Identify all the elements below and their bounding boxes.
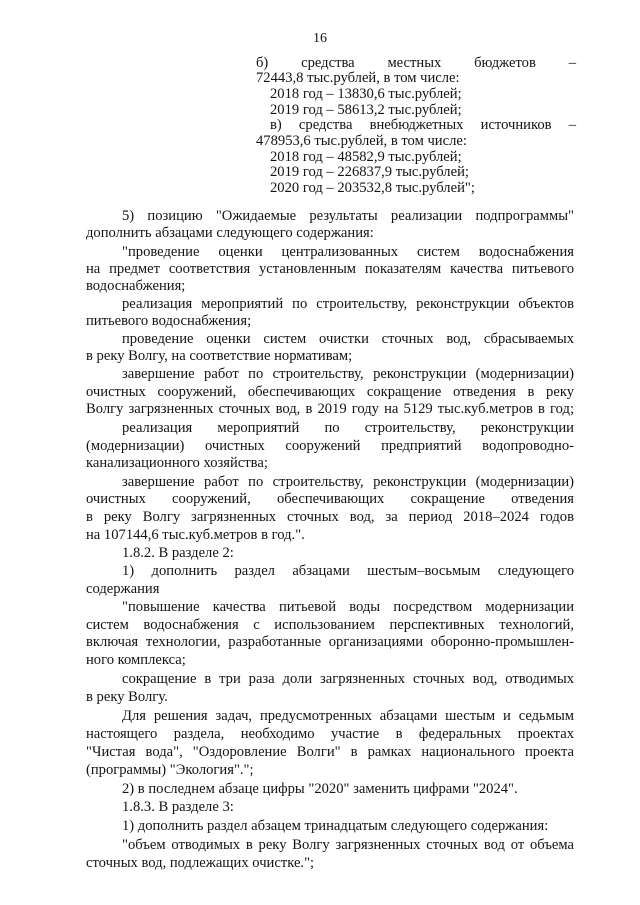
text-line: сокращение в три раза доли загрязненных сточных вод, отводимых [122, 671, 574, 687]
text-line: (модернизации) очистных сооружений предприятий водопроводно- [86, 438, 574, 454]
text-line: 1) дополнить раздел абзацем тринадцатым следующего содержания: [122, 818, 549, 834]
text-line: канализационного хозяйства; [86, 455, 268, 471]
text-line: реализация мероприятий по строительству, реконструкции [122, 420, 574, 436]
text-line: очистных сооружений, обеспечивающих сокращение отведения в реку [86, 384, 574, 400]
section-heading: 1.8.2. В разделе 2: [122, 545, 234, 561]
text-line: "проведение оценки централизованных систем водоснабжения [122, 244, 574, 260]
text-line: 5) позицию "Ожидаемые результаты реализации подпрограммы" [122, 208, 574, 224]
text-line: 2018 год – 48582,9 тыс.рублей; [270, 149, 462, 165]
text-line: систем водоснабжения с использованием перспективных технологий, [86, 617, 574, 633]
text-line: питьевого водоснабжения; [86, 313, 252, 329]
text-line: "повышение качества питьевой воды посредством модернизации [122, 599, 574, 615]
text-line: 2020 год – 203532,8 тыс.рублей"; [270, 180, 475, 196]
text-line: завершение работ по строительству, реконструкции (модернизации) [122, 366, 574, 382]
text-line: завершение работ по строительству, реконструкции (модернизации) [122, 474, 574, 490]
text-line: проведение оценки систем очистки сточных вод, сбрасываемых [122, 331, 574, 347]
text-line: настоящего раздела, необходимо участие в федеральных проектах [86, 726, 574, 742]
text-line: 2018 год – 13830,6 тыс.рублей; [270, 86, 462, 102]
text-line: в реку Волгу, на соответствие нормативам; [86, 348, 353, 364]
text-line: "Чистая вода", "Оздоровление Волги" в рамках национального проекта [86, 744, 574, 760]
text-line: дополнить абзацами следующего содержания: [86, 225, 374, 241]
text-line: Для решения задач, предусмотренных абзацами шестым и седьмым [122, 708, 574, 724]
text-line: 2) в последнем абзаце цифры "2020" заменить цифрами "2024". [122, 781, 518, 797]
text-line: сточных вод, подлежащих очистке."; [86, 855, 315, 871]
text-line: Волгу загрязненных сточных вод, в 2019 году на 5129 тыс.куб.метров в год; [86, 401, 574, 417]
text-line: (программы) "Экология"."; [86, 762, 254, 778]
text-line: на 107144,6 тыс.куб.метров в год.". [86, 527, 305, 543]
text-line: 72443,8 тыс.рублей, в том числе: [256, 70, 460, 86]
text-line: в реку Волгу. [86, 689, 168, 705]
text-line: б) средства местных бюджетов – [256, 55, 576, 71]
text-line: 478953,6 тыс.рублей, в том числе: [256, 133, 467, 149]
text-line: очистных сооружений, обеспечивающих сокращение отведения [86, 491, 574, 507]
text-line: в реку Волгу загрязненных сточных вод, за период 2018–2024 годов [86, 509, 574, 525]
text-line: на предмет соответствия установленным показателям качества питьевого [86, 261, 574, 277]
text-line: "объем отводимых в реку Волгу загрязненных сточных вод от объема [122, 837, 574, 853]
text-line: в) средства внебюджетных источников – [270, 117, 576, 133]
text-line: 2019 год – 58613,2 тыс.рублей; [270, 102, 462, 118]
text-line: ного комплекса; [86, 652, 186, 668]
text-line: реализация мероприятий по строительству, реконструкции объектов [122, 296, 574, 312]
text-line: водоснабжения; [86, 278, 186, 294]
text-line: 2019 год – 226837,9 тыс.рублей; [270, 164, 469, 180]
text-line: содержания [86, 581, 160, 597]
section-heading: 1.8.3. В разделе 3: [122, 799, 234, 815]
text-line: 1) дополнить раздел абзацами шестым–восьмым следующего [122, 563, 574, 579]
text-line: включая технологии, разработанные организациями оборонно-промышлен- [86, 634, 574, 650]
page-number: 16 [313, 31, 327, 46]
